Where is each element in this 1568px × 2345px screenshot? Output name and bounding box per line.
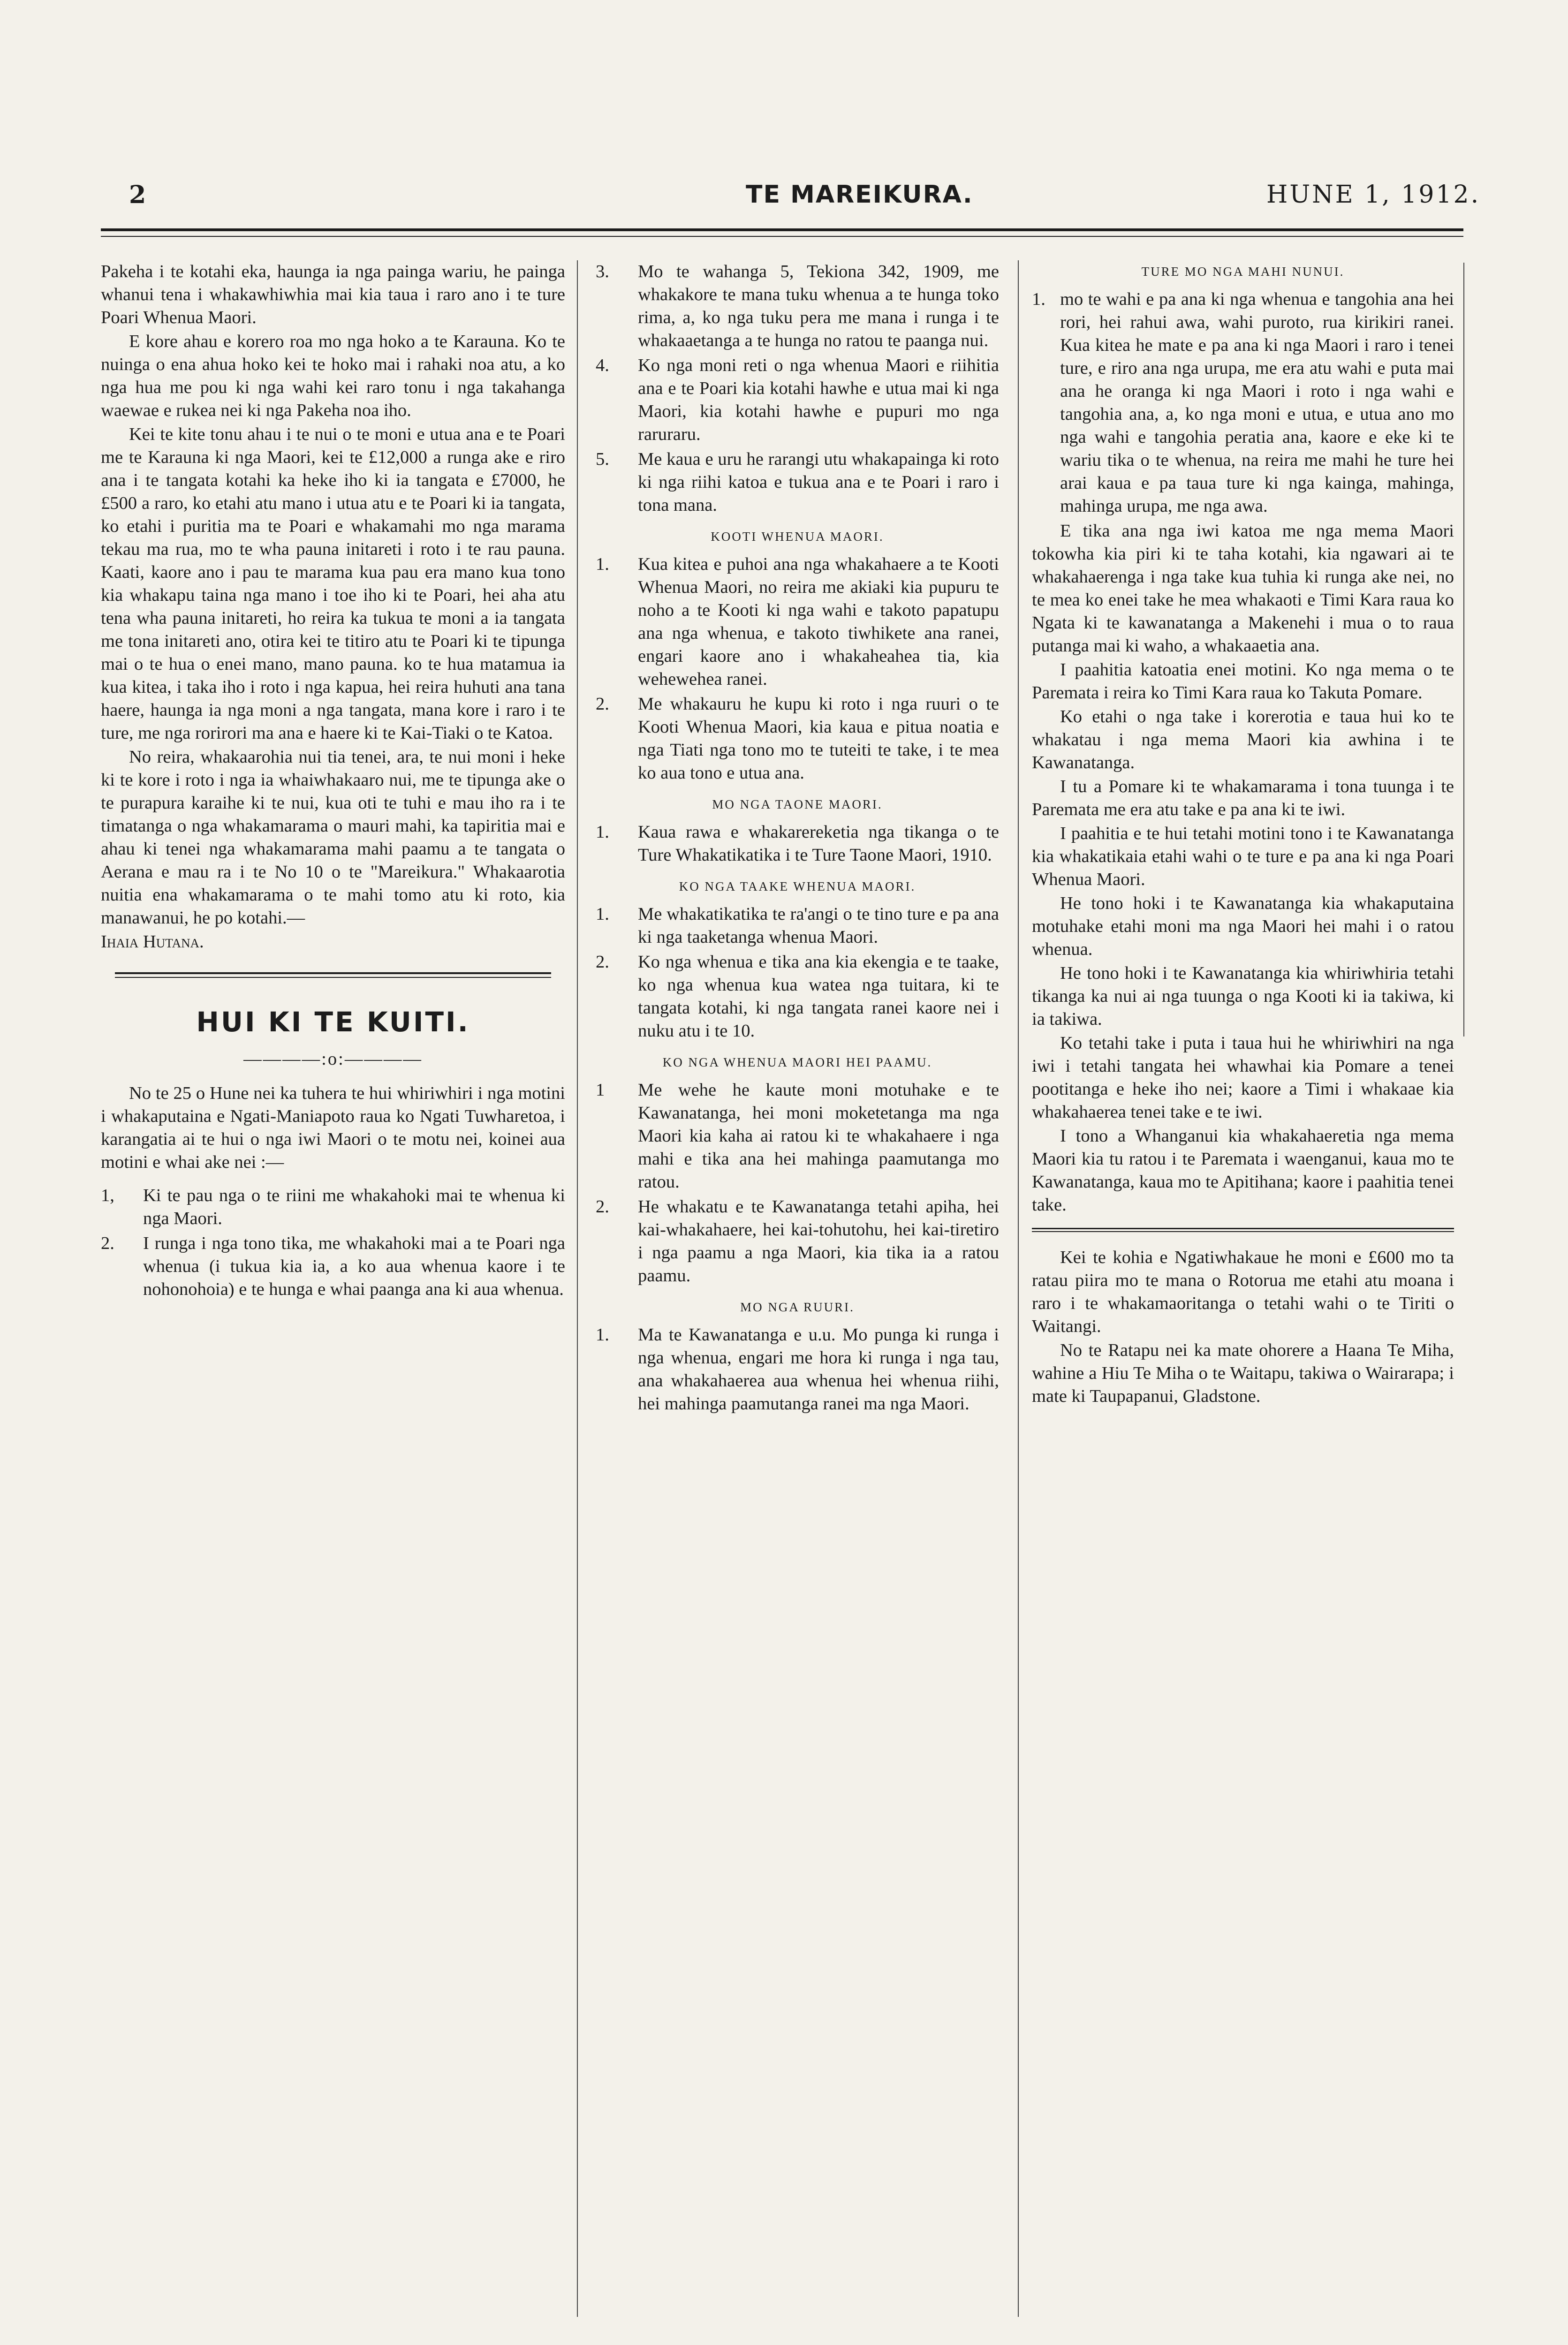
item-text: Ma te Kawanatanga e u.u. Mo punga ki runga i nga whenua, engari me hora ki runga i nga tau, ana whakahaerea aua whenua hei whenua riihi, hei mahinga paamutanga ranei ma nga Maori.: [638, 1325, 999, 1414]
separator: ————:o:————: [243, 1049, 423, 1069]
paragraph: I paahitia katoatia enei motini. Ko nga mema o te Paremata i reira ko Timi Kara raua ko Takuta Pomare.: [1032, 660, 1454, 703]
paragraph: Kei te kohia e Ngatiwhakaue he moni e £600 mo ta ratau piira mo te mana o Rotorua me etahi atu moana i raro i te whakamaoritanga o tetahi wahi o te Tiriti o Waitangi.: [1032, 1248, 1454, 1336]
item-text: Ko nga moni reti o nga whenua Maori e riihitia ana e te Poari kia kotahi hawhe e utua mai ki nga Maori, kia kotahi hawhe e pupuri mo nga raruraru.: [638, 356, 999, 444]
item-number: 4.: [596, 356, 609, 375]
item-number: 1.: [596, 554, 609, 574]
motion-item: [596, 354, 999, 446]
paragraph: No reira, whakaarohia nui tia tenei, ara, te nui moni i heke ki te kore i roto i nga ia whaiwhakaaro nui, me te tipunga ake o te purapura karaihe ki te nui, kua oti te tuhi e mau iho ra i te timatanga o nga whakamarama o mauri mahi, ka tapiritia mai e ahau ki tenei nga whakamarama mahi paamu a te tangata o Aerana e mau ra i te No 10 o te "Mareikura." Whakaarotia nuitia ena whakamarama o te mahi tomo atu ki roto, kia manawanui, he po kotahi.—: [101, 747, 565, 928]
item-number: 1.: [596, 1325, 609, 1345]
item-text: Kua kitea e puhoi ana nga whakahaere a te Kooti Whenua Maori, no reira me akiaki kia pupuru te noho a te Kooti ki nga wahi e takoto papatupu ana nga whenua, e takoto tiwhikete ana ranei, engari kaore ano i whakaheahea tia, kia wehewehea ranei.: [638, 554, 999, 689]
section-rule-thin: [115, 977, 551, 978]
paragraph: He tono hoki i te Kawanatanga kia whakaputaina motuhake etahi moni ma nga Maori hei mahi i o ratou whenua.: [1032, 893, 1454, 959]
item-text: He whakatu e te Kawanatanga tetahi apiha, hei kai-whakahaere, hei kai-tohutohu, hei kai-tiretiro i nga paamu a nga Maori, kia tika ia a ratou paamu.: [638, 1197, 999, 1286]
motion-item: [596, 1324, 999, 1415]
paragraph: I tu a Pomare ki te whakamarama i tona tuunga i te Paremata me era atu take e pa ana ki te iwi.: [1032, 777, 1454, 819]
item-text: Me whakatikatika te ra'angi o te tino ture e pa ana ki nga taaketanga whenua Maori.: [638, 904, 999, 947]
header-rule: [101, 228, 1463, 231]
issue-date: HUNE 1, 1912.: [1266, 181, 1481, 209]
column-1: [101, 260, 565, 1303]
column-3: [1032, 260, 1454, 1409]
motion-item: [596, 903, 999, 949]
item-text: Me wehe he kaute moni motuhake e te Kawanatanga, hei moni moketetanga ma nga Maori kia kaha ai ratou ki te whakahaere i nga mahi e tika ana hei mahinga paamutanga mo ratou.: [638, 1080, 999, 1192]
section-rule: [1032, 1228, 1454, 1229]
paragraph: Ko etahi o nga take i korerotia e taua hui ko te whakatau i nga mema Maori kia awhina i te Kawanatanga.: [1032, 707, 1454, 772]
spacer: [101, 1175, 565, 1184]
page-number: 2: [129, 181, 146, 209]
section-heading: KO NGA WHENUA MAORI HEI PAAMU.: [662, 1055, 932, 1069]
motion-item: [596, 448, 999, 517]
section-heading: MO NGA RUURI.: [740, 1300, 855, 1314]
motion-item: [596, 260, 999, 352]
author-signature: Ihaia Hutana.: [101, 932, 204, 952]
paragraph: I paahitia e te hui tetahi motini tono i te Kawanatanga kia whakatikaia etahi wahi o te ture e pa ana ki nga Poari Whenua Maori.: [1032, 824, 1454, 889]
item-number: 2.: [596, 1197, 609, 1217]
item-number: 3.: [596, 262, 609, 281]
column-divider-2: [1018, 260, 1019, 2317]
motion-item: [596, 821, 999, 867]
section-heading: KOOTI WHENUA MAORI.: [711, 530, 884, 544]
item-number: 2.: [596, 952, 609, 972]
section-heading: KO NGA TAAKE WHENUA MAORI.: [679, 879, 916, 893]
item-number: 1,: [101, 1186, 114, 1205]
paragraph: Ko tetahi take i puta i taua hui he whiriwhiri na nga iwi i tetahi tangata hei whawhai kia Pomare a tenei pootitanga e heke iho nei; kaore a Timi i whakaae kia whakahaerea tenei take e te iwi.: [1032, 1033, 1454, 1122]
column-divider-3: [1463, 263, 1464, 1036]
motion-item: [596, 553, 999, 691]
paragraph: E tika ana nga iwi katoa me nga mema Maori tokowha kia piri ki te taha kotahi, kia ngawari ai te whakahaerenga i nga take kua tuhia ki runga ake nei, no te mea ko enei take he mea whakaoti e Timi Kara raua ko Ngata ki te kawanatanga a Makenehi i mua o to raua putanga mai ki waho, a whakaaetia ana.: [1032, 521, 1454, 656]
item-number: 2.: [101, 1233, 114, 1253]
paragraph: No te 25 o Hune nei ka tuhera te hui whiriwhiri i nga motini i whakaputaina e Ngati-Maniapoto raua ko Ngati Tuwharetoa, i karangatia ai te hui o nga iwi Maori o te motu nei, koinei aua motini e whai ake nei :—: [101, 1083, 565, 1172]
item-text: Me kaua e uru he rarangi utu whakapainga ki roto ki nga riihi katoa e tukua ana e te Poari i raro i tona mana.: [638, 449, 999, 515]
item-text: I runga i nga tono tika, me whakahoki mai a te Poari nga whenua (i tukua kia ia, a ko aua whenua kaore i te nohonohoia) e te hunga e whai paanga ana ki aua whenua.: [143, 1233, 565, 1299]
item-number: 1.: [596, 904, 609, 924]
section-rule-thin: [1032, 1231, 1454, 1232]
motion-item: [101, 1184, 565, 1230]
column-2: [596, 260, 999, 1417]
section-heading: MO NGA TAONE MAORI.: [712, 797, 883, 811]
column-divider-1: [577, 260, 578, 2317]
item-text: mo te wahi e pa ana ki nga whenua e tangohia ana hei rori, hei rahui awa, wahi puroto, rua kirikiri ranei. Kua kitea he mate e pa ana ki nga Maori i raro i tenei ture, e riro ana nga urupa, me era atu wahi e puta mai ana he oranga ki nga Maori i roto i nga wahi e tangohia ana, a, ko nga moni e utua, e utua ano mo nga wahi e tangohia peratia ana, kaore e eke ki te wariu tika o te whenua, na reira me mahi he ture hei arai kaua e pa taua ture ki nga kainga, mahinga, mahinga urupa, me nga awa.: [1060, 289, 1454, 516]
paragraph: Pakeha i te kotahi eka, haunga ia nga painga wariu, he painga whanui tena i whakawhiwhia mai kia taua i raro ano i te ture Poari Whenua Maori.: [101, 262, 565, 327]
item-number: 1.: [596, 822, 609, 842]
item-text: Ko nga whenua e tika ana kia ekengia e te taake, ko nga whenua kua watea nga tuitara, ki te tangata kotahi, ki nga tangata ranei kaore nei i nuku atu i te 10.: [638, 952, 999, 1041]
masthead-title: TE MAREIKURA.: [746, 181, 973, 209]
item-text: Kaua rawa e whakarereketia nga tikanga o te Ture Whakatikatika i te Ture Taone Maori, 1910.: [638, 822, 999, 865]
motion-item: [596, 1079, 999, 1194]
item-number: 1.: [1032, 289, 1045, 309]
motion-item: [596, 1195, 999, 1287]
item-text: Ki te pau nga o te riini me whakahoki mai te whenua ki nga Maori.: [143, 1186, 565, 1228]
paragraph: He tono hoki i te Kawanatanga kia whiriwhiria tetahi tikanga ka nui ai nga tuunga o nga Kooti ki ia takiwa, ki ia takiwa.: [1032, 963, 1454, 1029]
motion-item: [101, 1232, 565, 1301]
motion-item: [596, 693, 999, 785]
article-heading: HUI KI TE KUITI.: [196, 1006, 470, 1038]
item-number: 2.: [596, 694, 609, 714]
item-number: 1: [596, 1080, 605, 1100]
item-text: Me whakauru he kupu ki roto i nga ruuri o te Kooti Whenua Maori, kia kaua e pitua noatia e nga Tiati nga tono mo te tuteiti te take, i te mea ko aua tono e utua ana.: [638, 694, 999, 783]
header-rule-thin: [101, 236, 1463, 237]
item-number: 5.: [596, 449, 609, 469]
paragraph: No te Ratapu nei ka mate ohorere a Haana Te Miha, wahine a Hiu Te Miha o te Waitapu, takiwa o Wairarapa; i mate ki Taupapanui, Gladstone.: [1032, 1340, 1454, 1406]
motion-item: [1032, 288, 1454, 518]
section-heading: TURE MO NGA MAHI NUNUI.: [1141, 265, 1345, 279]
paragraph: I tono a Whanganui kia whakahaeretia nga mema Maori kia tu ratou i te Paremata i waenganui, kaua mo te Kawanatanga, kaua mo te Apitihana; kaore i paahitia tenei take.: [1032, 1126, 1454, 1215]
motion-item: [596, 951, 999, 1043]
section-rule: [115, 972, 551, 974]
paragraph: Kei te kite tonu ahau i te nui o te moni e utua ana e te Poari me te Karauna ki nga Maori, kei te £12,000 a runga ake e riro ana i te tangata kotahi ka heke iho ki ia tangata e £7000, he £500 a raro, ko etahi atu mano i utua atu e te Poari ki ia tangata, ko etahi i puritia ma te Poari e whakamahi mo nga marama tekau ma rua, mo te wha pauna initareti i roto i te rau pauna. Kaati, kaore ano i pau te marama kua pau era mano kua tono kia whakapu taina nga mano i toe iho ki te Poari, hei aha atu tena wha pauna initareti, ho reira ka tukua te moni a ia tangata me tona initareti ano, otira kei te titiro atu te Poari ki te tipunga mai o te hua o enei mano, mano pauna. ko te hua matamua ia kua kitea, i taka iho i roto i nga kapua, hei reira huhuti ana tana haere, haunga ia nga moni a nga tangata, mana kore i raro i te ture, me nga rorirori ma ana e haere ki te Kai-Tiaki o te Katoa.: [101, 424, 565, 743]
paragraph: E kore ahau e korero roa mo nga hoko a te Karauna. Ko te nuinga o ena ahua hoko kei te hoko mai i rahaki noa atu, a ko nga hua me pou ki nga wahi kei raro tonu i nga takahanga waewae e rukea nei ki nga Pakeha noa iho.: [101, 332, 565, 420]
item-text: Mo te wahanga 5, Tekiona 342, 1909, me whakakore te mana tuku whenua a te hunga toko rima, a, ko nga tuku pera me mana i runga i te whakaaetanga a te hunga no ratou te paanga nui.: [638, 262, 999, 350]
